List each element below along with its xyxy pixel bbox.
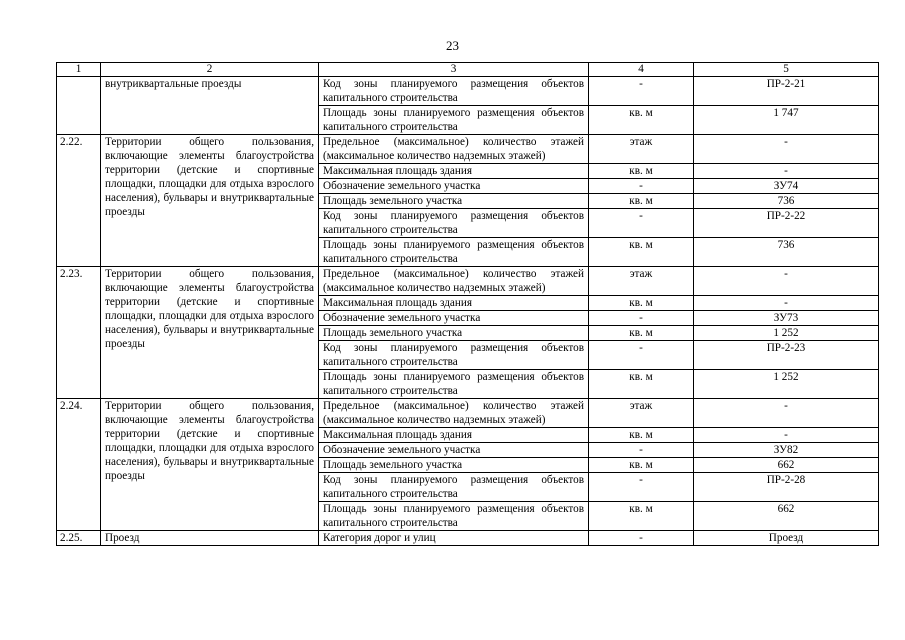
unit-of-measure: - [589,443,694,458]
parameter-name: Площадь зоны планируемого размещения объектов капитального строительства [319,238,589,267]
parameter-value: ЗУ74 [694,179,879,194]
territory-name: Проезд [101,531,319,546]
unit-of-measure: кв. м [589,238,694,267]
table-row [57,531,879,546]
unit-of-measure: - [589,77,694,106]
territory-name: внутриквартальные проезды [101,77,319,135]
parameter-value: - [694,296,879,311]
item-number: 2.25. [57,531,101,546]
parameter-value: - [694,399,879,428]
parameter-name: Код зоны планируемого размещения объектов капитального строительства [319,473,589,502]
parameter-value: - [694,428,879,443]
parameter-value: ПР-2-28 [694,473,879,502]
parameter-value: 1 252 [694,326,879,341]
unit-of-measure: кв. м [589,296,694,311]
unit-of-measure: - [589,209,694,238]
parameter-name: Код зоны планируемого размещения объектов капитального строительства [319,77,589,106]
parameter-value: 1 747 [694,106,879,135]
table-row [57,267,879,296]
table-row [57,399,879,428]
table-row [57,77,879,106]
parameter-value: - [694,267,879,296]
parameter-value: ПР-2-21 [694,77,879,106]
parameter-name: Максимальная площадь здания [319,296,589,311]
unit-of-measure: - [589,531,694,546]
parameter-value: 662 [694,458,879,473]
item-number [57,77,101,135]
parameter-value: ЗУ82 [694,443,879,458]
parameter-value: - [694,164,879,179]
territory-name: Территории общего пользования, включающие элементы благоустройства территории (детские и спортивные площадки, площадки для отдыха взрослого населения), бульвары и внутриквартальные проезды [101,399,319,531]
territory-name: Территории общего пользования, включающие элементы благоустройства территории (детские и спортивные площадки, площадки для отдыха взрослого населения), бульвары и внутриквартальные проезды [101,135,319,267]
unit-of-measure: - [589,473,694,502]
parameter-value: Проезд [694,531,879,546]
parameter-name: Площадь земельного участка [319,194,589,209]
parameter-name: Площадь земельного участка [319,458,589,473]
parameter-value: 736 [694,238,879,267]
parameter-name: Предельное (максимальное) количество этажей (максимальное количество надземных этажей) [319,399,589,428]
item-number: 2.24. [57,399,101,531]
unit-of-measure: этаж [589,399,694,428]
column-header: 4 [589,63,694,77]
parameters-table [56,62,879,546]
parameter-name: Площадь земельного участка [319,326,589,341]
parameter-value: 662 [694,502,879,531]
table-row [57,135,879,164]
parameter-name: Максимальная площадь здания [319,428,589,443]
parameter-value: 736 [694,194,879,209]
unit-of-measure: - [589,341,694,370]
page-number: 23 [446,38,459,53]
unit-of-measure: кв. м [589,428,694,443]
parameter-name: Обозначение земельного участка [319,311,589,326]
unit-of-measure: кв. м [589,194,694,209]
unit-of-measure: - [589,179,694,194]
parameter-name: Предельное (максимальное) количество этажей (максимальное количество надземных этажей) [319,267,589,296]
parameter-name: Площадь зоны планируемого размещения объектов капитального строительства [319,370,589,399]
unit-of-measure: кв. м [589,458,694,473]
column-header: 3 [319,63,589,77]
unit-of-measure: - [589,311,694,326]
parameter-name: Максимальная площадь здания [319,164,589,179]
parameter-name: Площадь зоны планируемого размещения объектов капитального строительства [319,106,589,135]
column-header: 5 [694,63,879,77]
parameter-value: ПР-2-23 [694,341,879,370]
unit-of-measure: кв. м [589,502,694,531]
unit-of-measure: кв. м [589,106,694,135]
parameter-name: Код зоны планируемого размещения объектов капитального строительства [319,209,589,238]
item-number: 2.23. [57,267,101,399]
parameter-value: 1 252 [694,370,879,399]
unit-of-measure: кв. м [589,164,694,179]
parameter-name: Предельное (максимальное) количество этажей (максимальное количество надземных этажей) [319,135,589,164]
unit-of-measure: кв. м [589,326,694,341]
unit-of-measure: этаж [589,267,694,296]
item-number: 2.22. [57,135,101,267]
column-header: 1 [57,63,101,77]
parameter-name: Площадь зоны планируемого размещения объектов капитального строительства [319,502,589,531]
unit-of-measure: этаж [589,135,694,164]
parameter-value: ПР-2-22 [694,209,879,238]
parameter-name: Категория дорог и улиц [319,531,589,546]
parameter-name: Код зоны планируемого размещения объектов капитального строительства [319,341,589,370]
parameter-name: Обозначение земельного участка [319,179,589,194]
territory-name: Территории общего пользования, включающие элементы благоустройства территории (детские и спортивные площадки, площадки для отдыха взрослого населения), бульвары и внутриквартальные проезды [101,267,319,399]
column-header: 2 [101,63,319,77]
parameter-value: - [694,135,879,164]
parameter-value: ЗУ73 [694,311,879,326]
unit-of-measure: кв. м [589,370,694,399]
table-header-row [57,63,879,77]
parameter-name: Обозначение земельного участка [319,443,589,458]
